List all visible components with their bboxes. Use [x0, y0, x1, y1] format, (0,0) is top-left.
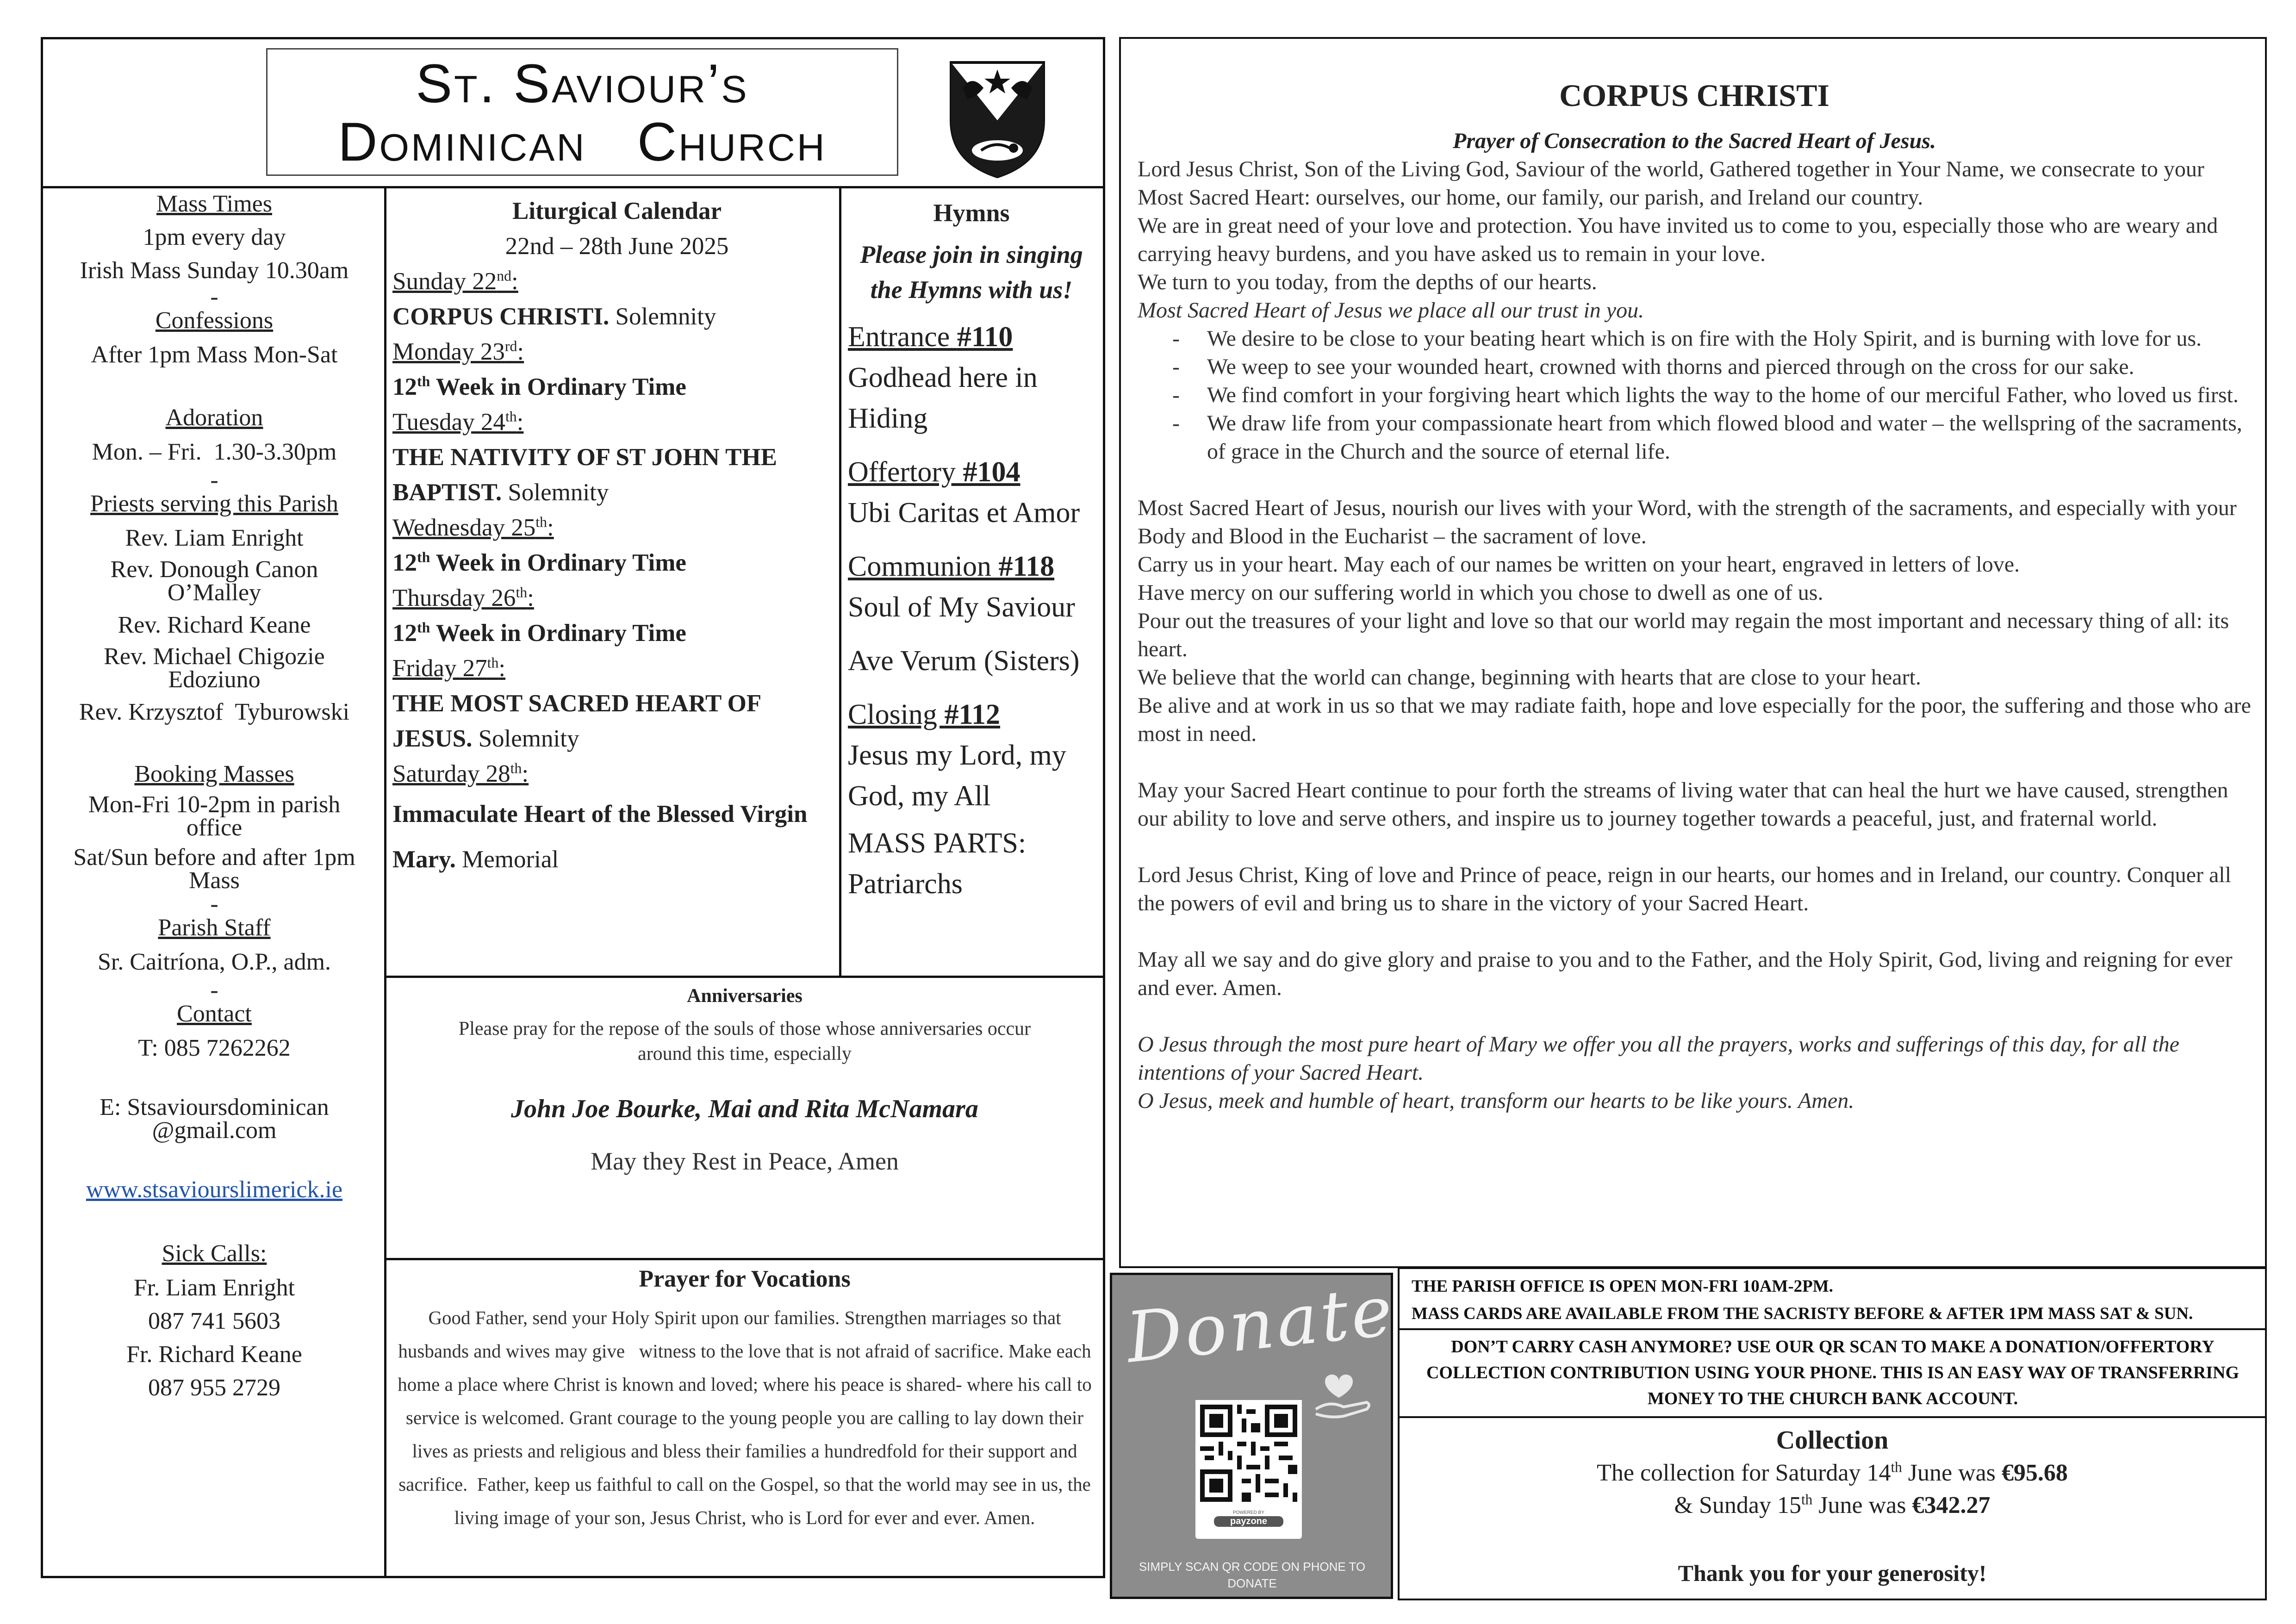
hymn-label: Entrance — [848, 321, 957, 353]
prayer-para-11: May your Sacred Heart continue to pour forth the streams of living water that can heal the hurt we have caused, strengthen our ability to love and serve others, and inspire us to journey together towards a peaceful, just, and fraternal world. — [1138, 778, 2228, 831]
sick-call-phone-1: 087 741 5603 — [148, 1308, 280, 1334]
hymn-title: Godhead here in Hiding — [848, 362, 1038, 434]
liturgical-calendar — [388, 190, 841, 977]
prayer-subtitle: Prayer of Consecration to the Sacred Heart of Jesus. — [1453, 129, 1936, 153]
day-label: Wednesday 25 — [392, 514, 536, 541]
donate-caption: SIMPLY SCAN QR CODE ON PHONE TO DONATE — [1139, 1560, 1366, 1590]
mass-times-heading: Mass Times — [156, 191, 272, 217]
calendar-day-friday: Friday 27th: THE MOST SACRED HEART OF JESUS. Solemnity — [392, 654, 761, 752]
sick-call-priest-1: Fr. Liam Enright — [133, 1275, 295, 1301]
anniversaries-heading: Anniversaries — [687, 985, 803, 1007]
church-title-line-1: St. Saviour’s — [416, 53, 749, 114]
mass-time-daily: 1pm every day — [143, 224, 286, 250]
priest-3: Rev. Richard Keane — [118, 612, 311, 638]
parish-info-column — [43, 190, 386, 1578]
prayer-para-4: Most Sacred Heart of Jesus we place all our trust in you. — [1138, 298, 1644, 323]
feast-title: Week in Ordinary Time — [430, 620, 686, 647]
feast-title: CORPUS CHRISTI. — [392, 303, 610, 330]
feast-rank: Solemnity — [609, 303, 716, 330]
feast-title: THE NATIVITY OF ST JOHN THE BAPTIST. — [392, 444, 778, 506]
staff-member: Sr. Caitríona, O.P., adm. — [97, 949, 331, 975]
day-label: Monday 23 — [392, 338, 505, 365]
calendar-day-tuesday: Tuesday 24th: THE NATIVITY OF ST JOHN THE BAPTIST. Solemnity — [392, 408, 778, 506]
separator-dash: - — [210, 284, 218, 310]
header-divider — [41, 186, 1105, 188]
hymns-invite: Please join in singing the Hymns with us! — [860, 241, 1083, 304]
donate-script-heading: Donate — [1122, 1270, 1399, 1379]
date-suffix: th — [1891, 1459, 1902, 1475]
hymn-title: Ubi Caritas et Amor — [848, 497, 1080, 529]
prayer-para-12: Lord Jesus Christ, King of love and Prince of peace, reign in our hearts, our homes and in Ireland, our country. Conquer all the powers of evil and bring us to share in the victory of your Sacred Heart. — [1138, 863, 2231, 915]
hymn-title: Jesus my Lord, my God, my All — [848, 740, 1066, 812]
corpus-christi-prayer — [1126, 41, 2264, 1263]
booking-weekend: Sat/Sun before and after 1pm Mass — [73, 844, 355, 894]
day-suffix: th — [505, 408, 517, 425]
sick-call-priest-2: Fr. Richard Keane — [126, 1341, 302, 1368]
collection-text: June was — [1902, 1460, 2002, 1486]
website-link[interactable]: www.stsaviourslimerick.ie — [86, 1176, 343, 1203]
booking-weekday: Mon-Fri 10-2pm in parish office — [88, 791, 341, 841]
prayer-para-10: Be alive and at work in us so that we may radiate faith, hope and love especially for the poor, the suffering and those who are most in need. — [1138, 693, 2251, 746]
dominican-shield-icon — [944, 56, 1051, 180]
staff-heading: Parish Staff — [158, 915, 271, 941]
prayer-para-15: O Jesus, meek and humble of heart, transform our hearts to be like yours. Amen. — [1138, 1089, 1854, 1113]
collection-text: June was — [1812, 1492, 1912, 1518]
priest-5: Rev. Krzysztof Tyburowski — [79, 699, 350, 725]
prayer-para-8: Pour out the treasures of your light and love so that our world may regain the most important and necessary thing of all: its heart. — [1138, 609, 2229, 661]
day-label: Tuesday 24 — [392, 409, 505, 436]
payzone-brand: payzone — [1214, 1516, 1283, 1527]
confessions-time: After 1pm Mass Mon-Sat — [91, 342, 338, 368]
heart-hand-icon — [1311, 1368, 1376, 1423]
feast-title: Week in Ordinary Time — [430, 549, 686, 576]
prayer-list — [1138, 324, 2251, 466]
contact-phone: T: 085 7262262 — [138, 1035, 291, 1061]
day-suffix: rd — [504, 338, 517, 355]
hymn-title-2: Ave Verum (Sisters) — [848, 645, 1080, 677]
mass-cards-notice: MASS CARDS ARE AVAILABLE FROM THE SACRISTY BEFORE & AFTER 1PM MASS SAT & SUN. — [1412, 1304, 2193, 1323]
contact-heading: Contact — [177, 1001, 252, 1027]
calendar-day-wednesday: Wednesday 25th: 12th Week in Ordinary Time — [392, 514, 686, 576]
feast-title: Week in Ordinary Time — [430, 373, 686, 400]
week-number: 12 — [392, 620, 417, 647]
day-label: Friday 27 — [392, 655, 487, 682]
day-suffix: th — [535, 514, 547, 530]
hymn-label: Closing — [848, 699, 945, 730]
priest-4: Rev. Michael Chigozie Edoziuno — [104, 643, 325, 693]
separator-dash: - — [210, 891, 218, 917]
cash-notice: DON’T CARRY CASH ANYMORE? USE OUR QR SCAN TO MAKE A DONATION/OFFERTORY COLLECTION CONTRIBUTION USING YOUR PHONE. THIS IS AN EASY WAY OF TRANSFERRING MONEY TO THE CHURCH BANK ACCOUNT. — [1426, 1337, 2240, 1408]
calendar-day-thursday: Thursday 26th: 12th Week in Ordinary Time — [392, 584, 686, 647]
collection-heading: Collection — [1776, 1426, 1889, 1455]
prayer-para-1: Lord Jesus Christ, Son of the Living God, Saviour of the world, Gathered together in Your Name, we consecrate to your Most Sacred Heart: ourselves, our home, our family, our parish, and Ireland our country. — [1138, 157, 2204, 210]
qr-code-icon — [1195, 1400, 1302, 1506]
feast-title: Immaculate Heart of the Blessed Virgin Mary. — [392, 801, 808, 873]
prayer-list-item: - We desire to be close to your beating heart which is on fire with the Holy Spirit, and is burning with love for us. — [1207, 324, 2251, 353]
feast-rank: Solemnity — [472, 725, 579, 752]
hymn-entrance — [848, 317, 1095, 439]
collection-amount: €342.27 — [1912, 1492, 1991, 1518]
vocations-heading: Prayer for Vocations — [639, 1266, 851, 1292]
notice-divider-1 — [1398, 1328, 2267, 1330]
collection-amount: €95.68 — [2001, 1460, 2068, 1486]
priest-2: Rev. Donough Canon O’Malley — [110, 556, 318, 606]
prayer-para-2: We are in great need of your love and protection. You have invited us to come to you, especially those who are weary and carrying heavy burdens, and you have asked us to remain in your love. — [1138, 213, 2218, 266]
prayer-para-5: Most Sacred Heart of Jesus, nourish our lives with your Word, with the strength of the sacraments, and especially with your Body and Blood in the Eucharist – the sacrament of love. — [1138, 496, 2237, 548]
prayer-para-9: We believe that the world can change, beginning with hearts that are close to your heart. — [1138, 665, 1921, 690]
calendar-day-monday: Monday 23rd: 12th Week in Ordinary Time — [392, 338, 686, 400]
feast-title: THE MOST SACRED HEART OF JESUS. — [392, 690, 761, 752]
prayer-list-item: - We find comfort in your forgiving heart which lights the way to the home of our merciful Father, who loved us first. — [1207, 381, 2251, 409]
prayer-list-item: - We weep to see your wounded heart, crowned with thorns and pierced through on the cross for our sake. — [1207, 353, 2251, 381]
hymn-number: #118 — [998, 551, 1055, 582]
hymn-label: Communion — [848, 551, 999, 582]
hymn-number: #110 — [957, 321, 1013, 353]
day-suffix: th — [516, 584, 528, 601]
week-suffix: th — [417, 549, 430, 566]
hymn-title: Soul of My Saviour — [848, 591, 1075, 623]
collection-thanks: Thank you for your generosity! — [1678, 1560, 1987, 1586]
hymns-heading: Hymns — [933, 199, 1010, 227]
priest-1: Rev. Liam Enright — [125, 525, 304, 551]
day-label: Sunday 22 — [392, 268, 497, 295]
liturgical-heading: Liturgical Calendar — [512, 198, 722, 224]
hymn-offertory — [848, 452, 1095, 533]
powered-by-label: POWERED BY — [1233, 1510, 1264, 1515]
hymn-label: Offertory — [848, 456, 963, 488]
liturgical-dates: 22nd – 28th June 2025 — [505, 233, 729, 260]
calendar-day-sunday: Sunday 22nd: CORPUS CHRISTI. Solemnity — [392, 268, 716, 330]
day-label: Saturday 28 — [392, 760, 510, 787]
anniversaries-names: John Joe Bourke, Mai and Rita McNamara — [511, 1095, 978, 1123]
anniv-bottom-divider — [384, 1258, 1105, 1260]
prayer-title: CORPUS CHRISTI — [1559, 78, 1829, 113]
date-suffix: th — [1801, 1491, 1813, 1508]
day-suffix: th — [510, 760, 522, 777]
calendar-day-saturday: Saturday 28th: Immaculate Heart of the Blessed Virgin Mary. Memorial — [392, 760, 808, 873]
priests-heading: Priests serving this Parish — [90, 491, 338, 517]
week-number: 12 — [392, 549, 417, 576]
feast-rank: Solemnity — [502, 479, 609, 506]
contact-email: E: Stsavioursdominican @gmail.com — [100, 1094, 329, 1144]
prayer-para-3: We turn to you today, from the depths of our hearts. — [1138, 270, 1597, 294]
hymn-number: #104 — [963, 456, 1020, 488]
sick-call-phone-2: 087 955 2729 — [148, 1375, 280, 1401]
hymn-communion — [848, 546, 1095, 681]
church-title-line-2: Dominican Church — [338, 112, 827, 173]
prayer-para-6: Carry us in your heart. May each of our names be written on your heart, engraved in letters of love. — [1138, 552, 2020, 577]
collection-line-1 — [1398, 1457, 2267, 1489]
adoration-heading: Adoration — [165, 404, 263, 431]
feast-rank: Memorial — [455, 846, 559, 873]
day-suffix: th — [487, 654, 499, 671]
anniversaries-section — [388, 978, 1101, 1256]
separator-dash: - — [210, 467, 218, 493]
collection-text: & Sunday 15 — [1674, 1492, 1801, 1518]
church-title-box — [266, 48, 898, 176]
adoration-time: Mon. – Fri. 1.30-3.30pm — [92, 439, 337, 465]
booking-heading: Booking Masses — [134, 761, 294, 787]
notice-divider-2 — [1398, 1416, 2267, 1418]
prayer-para-14: O Jesus through the most pure heart of Mary we offer you all the prayers, works and sufferings of this day, for all the intentions of your Sacred Heart. — [1138, 1032, 2179, 1085]
day-label: Thursday 26 — [392, 585, 516, 611]
collection-text: The collection for Saturday 14 — [1597, 1460, 1891, 1486]
week-suffix: th — [417, 373, 430, 390]
vocations-section — [388, 1261, 1101, 1566]
prayer-list-item: - We draw life from your compassionate heart from which flowed blood and water – the wellspring of the sacraments, of grace in the Church and the source of eternal life. — [1207, 409, 2251, 466]
prayer-para-7: Have mercy on our suffering world in which you chose to dwell as one of us. — [1138, 580, 1823, 605]
sick-calls-heading: Sick Calls: — [162, 1240, 267, 1267]
separator-dash: - — [210, 977, 218, 1003]
hymn-number: #112 — [944, 699, 1001, 730]
mass-time-irish: Irish Mass Sunday 10.30am — [80, 257, 349, 284]
week-suffix: th — [417, 619, 430, 636]
confessions-heading: Confessions — [155, 307, 274, 334]
mass-parts: MASS PARTS: Patriarchs — [848, 828, 1027, 900]
collection-section — [1398, 1420, 2267, 1600]
prayer-para-13: May all we say and do give glory and praise to you and to the Father, and the Holy Spirit, God, living and reigning for ever and ever. Amen. — [1138, 947, 2233, 1000]
donate-panel[interactable] — [1110, 1270, 1399, 1599]
office-hours-notice: THE PARISH OFFICE IS OPEN MON-FRI 10AM-2PM. — [1412, 1277, 1833, 1296]
anniversaries-intro: Please pray for the repose of the souls of those whose anniversaries occur around this time, especially — [458, 1018, 1031, 1064]
vocations-text: Good Father, send your Holy Spirit upon our families. Strengthen marriages so that husbands and wives may give witness to the love that is not afraid of sacrifice. Make each home a place where Christ is known and loved; where his peace is shared- where his call to service is welcomed. Grant courage to the young people you are calling to lay down their lives as priests and religious and bless their families a hundredfold for their support and sacrifice. Father, keep us faithful to call on the Gospel, so that the world may see in us, the living image of your son, Jesus Christ, who is Lord for ever and ever. Amen. — [398, 1307, 1096, 1528]
week-number: 12 — [392, 373, 417, 400]
day-suffix: nd — [497, 268, 512, 284]
qr-code-frame[interactable] — [1195, 1400, 1302, 1539]
hymn-closing — [848, 694, 1095, 816]
collection-line-2 — [1398, 1489, 2267, 1522]
hymns-column — [841, 190, 1101, 977]
anniversaries-closing: May they Rest in Peace, Amen — [591, 1147, 899, 1175]
